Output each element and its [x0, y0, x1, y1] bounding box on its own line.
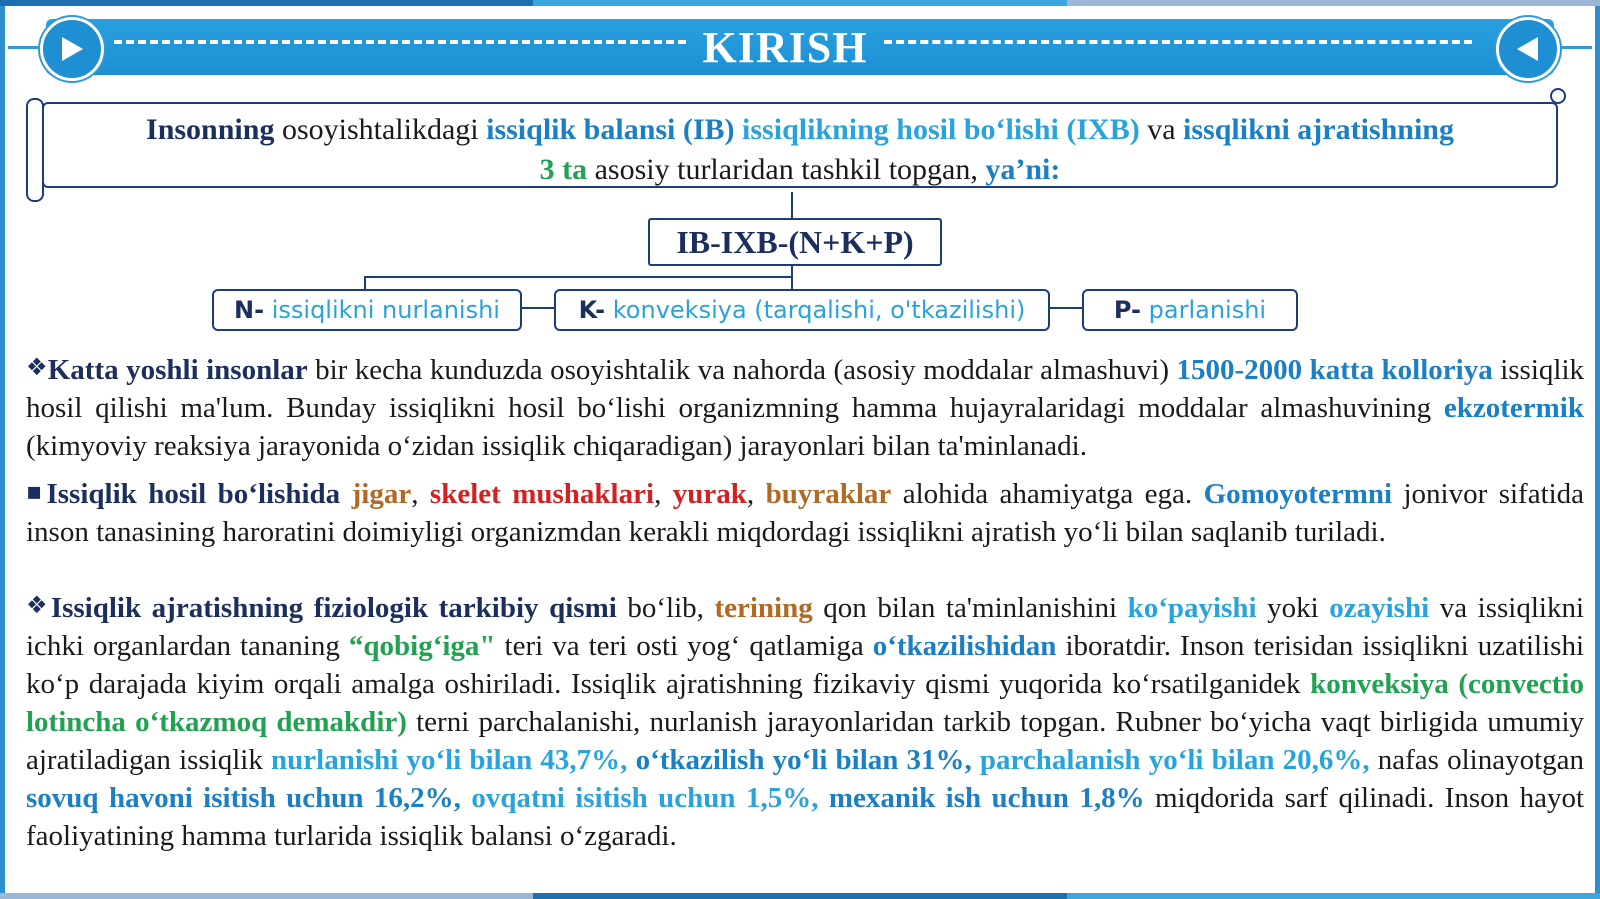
square-bullet-icon: ▪ — [26, 477, 47, 505]
connector-left-down — [364, 276, 366, 289]
intro-term-ib: issiqlik balansi (IB) — [486, 113, 735, 146]
p3-text: bo‘lib, — [616, 592, 715, 624]
scroll-curl-right — [1550, 88, 1566, 104]
paragraph-1 — [26, 348, 1584, 465]
intro-text — [62, 110, 1538, 190]
intro-term-ixb: issiqlikning hosil bo‘lishi (IXB) — [742, 113, 1140, 146]
intro-text-part: va — [1139, 113, 1184, 146]
diamond-bullet-icon: ❖ — [26, 591, 51, 619]
p3-term: konveksiya (convectio lotincha o‘tkazmoq demakdir) — [26, 668, 1584, 738]
bottom-accent-bar — [0, 893, 1600, 899]
connector-horizontal — [364, 276, 793, 278]
component-n-box — [212, 289, 522, 331]
intro-term-insonning: Insonning — [146, 113, 275, 146]
p3-text — [818, 782, 828, 814]
next-button[interactable] — [1496, 17, 1560, 81]
p1-text: issiqlik hosil qilishi ma'lum. Bunday issiqlikni hosil bo‘lishi organizmning hamma hujayralaridagi moddalar almashuvining — [26, 354, 1584, 424]
p3-stat: parchalanish yo‘li bilan 20,6%, — [979, 744, 1370, 776]
p3-stat: nurlanishi yo‘li bilan 43,7%, — [271, 744, 628, 776]
component-p-desc: parlanishi — [1148, 296, 1267, 324]
play-right-icon — [59, 35, 85, 63]
p1-text: (kimyoviy reaksiya jarayonida o‘zidan issiqlik chiqaradigan) jarayonlari bilan ta'minlanadi. — [26, 430, 1087, 462]
header-banner — [8, 15, 1592, 79]
p1-term: 1500-2000 katta kolloriya — [1176, 354, 1493, 386]
intro-text-part: osoyishtalikdagi — [274, 113, 487, 146]
p3-text: nafas olinayotgan — [1369, 744, 1585, 776]
p3-text: teri va teri osti yog‘ qatlamiga — [495, 630, 873, 662]
component-k-key: K- — [578, 296, 606, 324]
p2-text: , — [411, 478, 430, 510]
header-dashes-left — [114, 40, 686, 44]
p2-text — [340, 478, 351, 510]
component-n-key: N- — [234, 296, 265, 324]
p3-text: qon bilan ta'minlanishini — [812, 592, 1128, 624]
p3-term: Issiqlik ajratishning fiziologik tarkibiy qismi — [50, 592, 617, 624]
intro-scroll-box — [32, 96, 1568, 192]
component-p-key: P- — [1113, 296, 1142, 324]
p1-text: bir kecha kunduzda osoyishtalik va nahorda (asosiy moddalar almashuvi) — [307, 354, 1177, 386]
p3-term: ko‘payishi — [1127, 592, 1257, 624]
paragraph-2 — [26, 472, 1584, 551]
connector-scroll-formula — [791, 192, 793, 218]
top-accent-bar — [0, 0, 1600, 6]
component-p-box — [1082, 289, 1298, 331]
connector-k-p — [1046, 307, 1082, 309]
intro-term-yani: ya’ni: — [985, 153, 1061, 186]
diamond-bullet-icon: ❖ — [26, 353, 48, 381]
p2-term: Issiqlik hosil bo‘lishida — [46, 478, 341, 510]
play-left-icon — [1515, 35, 1541, 63]
p3-text: terni parchalanishi, nurlanish jarayonlaridan tarkib topgan. Rubner bo‘yicha vaqt birligida umumiy ajratiladigan issiqlik — [26, 706, 1585, 776]
previous-button[interactable] — [40, 17, 104, 81]
p3-text: iboratdir. Inson terisidan issiqlikni uzatilishi ko‘p darajada kiyim orqali amalga oshiriladi. Issiqlik ajratishning fizikaviy qismi yuqorida ko‘rsatilganidek — [26, 630, 1585, 700]
header-dashes-right — [884, 40, 1472, 44]
left-accent-bar — [0, 6, 5, 893]
p3-text: miqdorida sarf qilinadi. Inson hayot faoliyatining hamma turlarida issiqlik balansi o‘zgaradi. — [26, 782, 1585, 852]
p3-stat: sovuq havoni isitish uchun 16,2%, — [26, 782, 461, 814]
p2-text: , — [654, 478, 673, 510]
p1-term: Katta yoshli insonlar — [47, 354, 308, 386]
p3-term: “qobig‘iga" — [348, 630, 496, 662]
p3-term: ozayishi — [1329, 592, 1430, 624]
p2-organ-buyrak: buyraklar — [765, 478, 892, 510]
page-title: KIRISH — [702, 23, 868, 72]
intro-text-part — [735, 113, 743, 146]
p3-term: o‘tkazilishidan — [872, 630, 1057, 662]
p2-text: jonivor sifatida inson tanasining haroratini doimiyligi organizmdan kerakli miqdordagi issiqlikni ajratish yo‘li bilan saqlanib turiladi. — [26, 478, 1585, 548]
intro-text-part: asosiy turlaridan tashkil topgan, — [587, 153, 986, 186]
p3-term: terining — [714, 592, 813, 624]
component-n-desc: issiqlikni nurlanishi — [271, 296, 500, 324]
p3-text: yoki — [1256, 592, 1330, 624]
p3-text: va issiqlikni ichki organlardan tananing — [26, 592, 1585, 662]
p2-organ-yurak: yurak — [672, 478, 747, 510]
connector-n-k — [518, 307, 554, 309]
intro-term-count: 3 ta — [539, 153, 588, 186]
p3-stat: o‘tkazilish yo‘li bilan 31%, — [635, 744, 972, 776]
p3-text — [627, 744, 635, 776]
p2-text: , — [746, 478, 766, 510]
component-k-desc: konveksiya (tarqalishi, o'tkazilishi) — [612, 296, 1026, 324]
p3-text — [461, 782, 471, 814]
formula-box: IB-IXB-(N+K+P) — [648, 218, 942, 266]
component-k-box — [554, 289, 1050, 331]
p3-text — [972, 744, 980, 776]
p3-stat: ovqatni isitish uchun 1,5%, — [471, 782, 819, 814]
p2-organ-skelet: skelet mushaklari — [429, 478, 655, 510]
intro-term-ajratish: issqlikni ajratishning — [1183, 113, 1454, 146]
p2-organ-jigar: jigar — [351, 478, 412, 510]
p1-term: ekzotermik — [1443, 392, 1584, 424]
p2-term: Gomoyotermni — [1203, 478, 1393, 510]
p2-text: alohida ahamiyatga ega. — [891, 478, 1204, 510]
paragraph-3 — [26, 586, 1584, 855]
right-accent-bar — [1595, 6, 1600, 893]
p3-stat: mexanik ish uchun 1,8% — [828, 782, 1145, 814]
